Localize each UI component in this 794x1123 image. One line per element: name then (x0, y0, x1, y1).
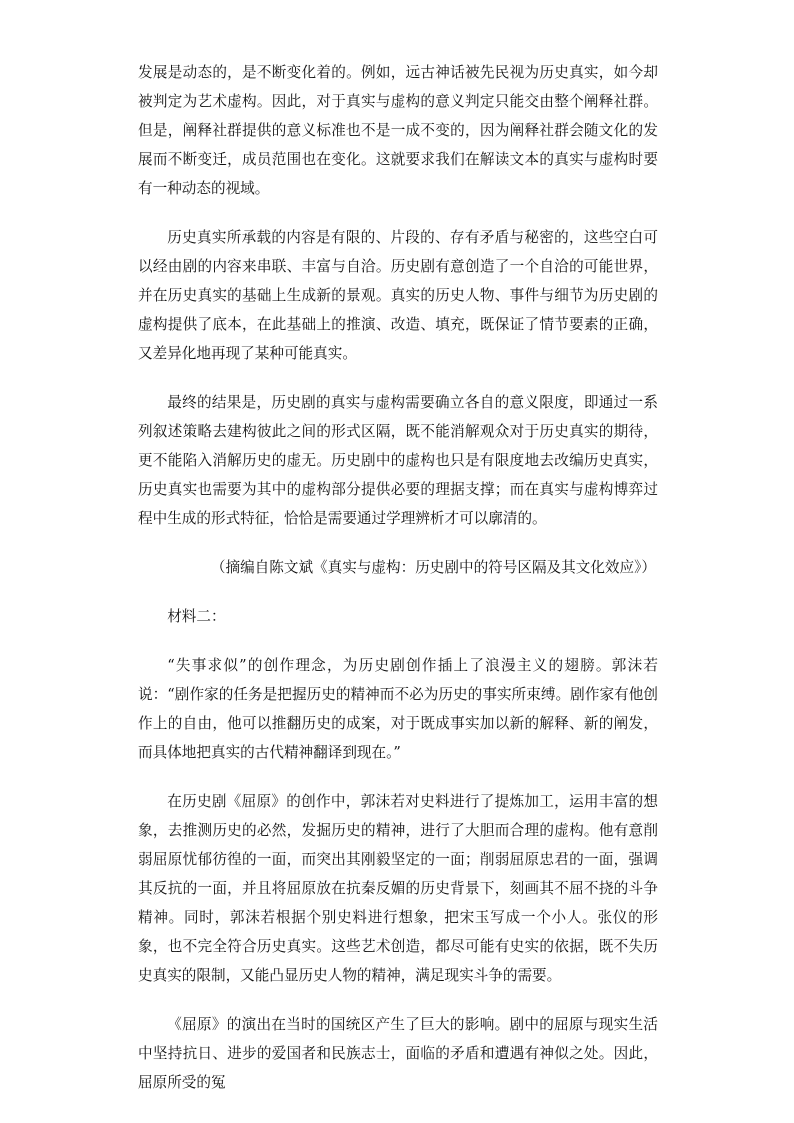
source-citation: （摘编自陈文斌《真实与虚构：历史剧中的符号区隔及其文化效应》） (210, 559, 656, 576)
material-two-heading: 材料二： (167, 608, 226, 625)
paragraph-historical-truth: 历史真实所承载的内容是有限的、片段的、存有矛盾与秘密的，这些空白可以经由剧的内容来串联、丰富与自洽。历史剧有意创造了一个自洽的可能世界，并在历史真实的基础上生成新的景观。真实的历史人物、事件与细节为历史剧的虚构提供了底本，在此基础上的推演、改造、填充，既保证了情节要素的正确，又差异化地再现了某种可能真实。 (138, 229, 658, 362)
paragraph-qu-yuan-performance: 《屈原》的演出在当时的国统区产生了巨大的影响。剧中的屈原与现实生活中坚持抗日、进步的爱国者和民族志士，面临的矛盾和遭遇有神似之处。因此，屈原所受的冤 (138, 1016, 658, 1091)
paragraph-final-result: 最终的结果是，历史剧的真实与虚构需要确立各自的意义限度，即通过一系列叙述策略去建构彼此之间的形式区隔，既不能消解观众对于历史真实的期待，更不能陷入消解历史的虚无。历史剧中的虚构也只是有限度地去改编历史真实，历史真实也需要为其中的虚构部分提供必要的理据支撑；而在真实与虚构博弈过程中生成的形式特征，恰恰是需要通过学理辨析才可以廓清的。 (138, 394, 658, 527)
paragraph-guo-moruo-quote: “失事求似”的创作理念，为历史剧创作插上了浪漫主义的翅膀。郭沫若说：“剧作家的任务是把握历史的精神而不必为历史的事实所束缚。剧作家有他创作上的自由，他可以推翻历史的成案，对于既成事实加以新的解释、新的阐发，而具体地把真实的古代精神翻译到现在。” (138, 657, 658, 761)
paragraph-qu-yuan-creation: 在历史剧《屈原》的创作中，郭沫若对史料进行了提炼加工，运用丰富的想象，去推测历史的必然，发掘历史的精神，进行了大胆而合理的虚构。他有意削弱屈原忧郁彷徨的一面，而突出其刚毅坚定的一面；削弱屈原忠君的一面，强调其反抗的一面，并且将屈原放在抗秦反媚的历史背景下，刻画其不屈不挠的斗争精神。同时，郭沫若根据个别史料进行想象，把宋玉写成一个小人。张仪的形象，也不完全符合历史真实。这些艺术创造，都尽可能有史实的依据，既不失历史真实的限制，又能凸显历史人物的精神，满足现实斗争的需要。 (138, 793, 658, 984)
paragraph-continuation: 发展是动态的，是不断变化着的。例如，远古神话被先民视为历史真实，如今却被判定为艺术虚构。因此，对于真实与虚构的意义判定只能交由整个阐释社群。但是，阐释社群提供的意义标准也不是一成不变的，因为阐释社群会随文化的发展而不断变迁，成员范围也在变化。这就要求我们在解读文本的真实与虚构时要有一种动态的视域。 (138, 64, 658, 197)
